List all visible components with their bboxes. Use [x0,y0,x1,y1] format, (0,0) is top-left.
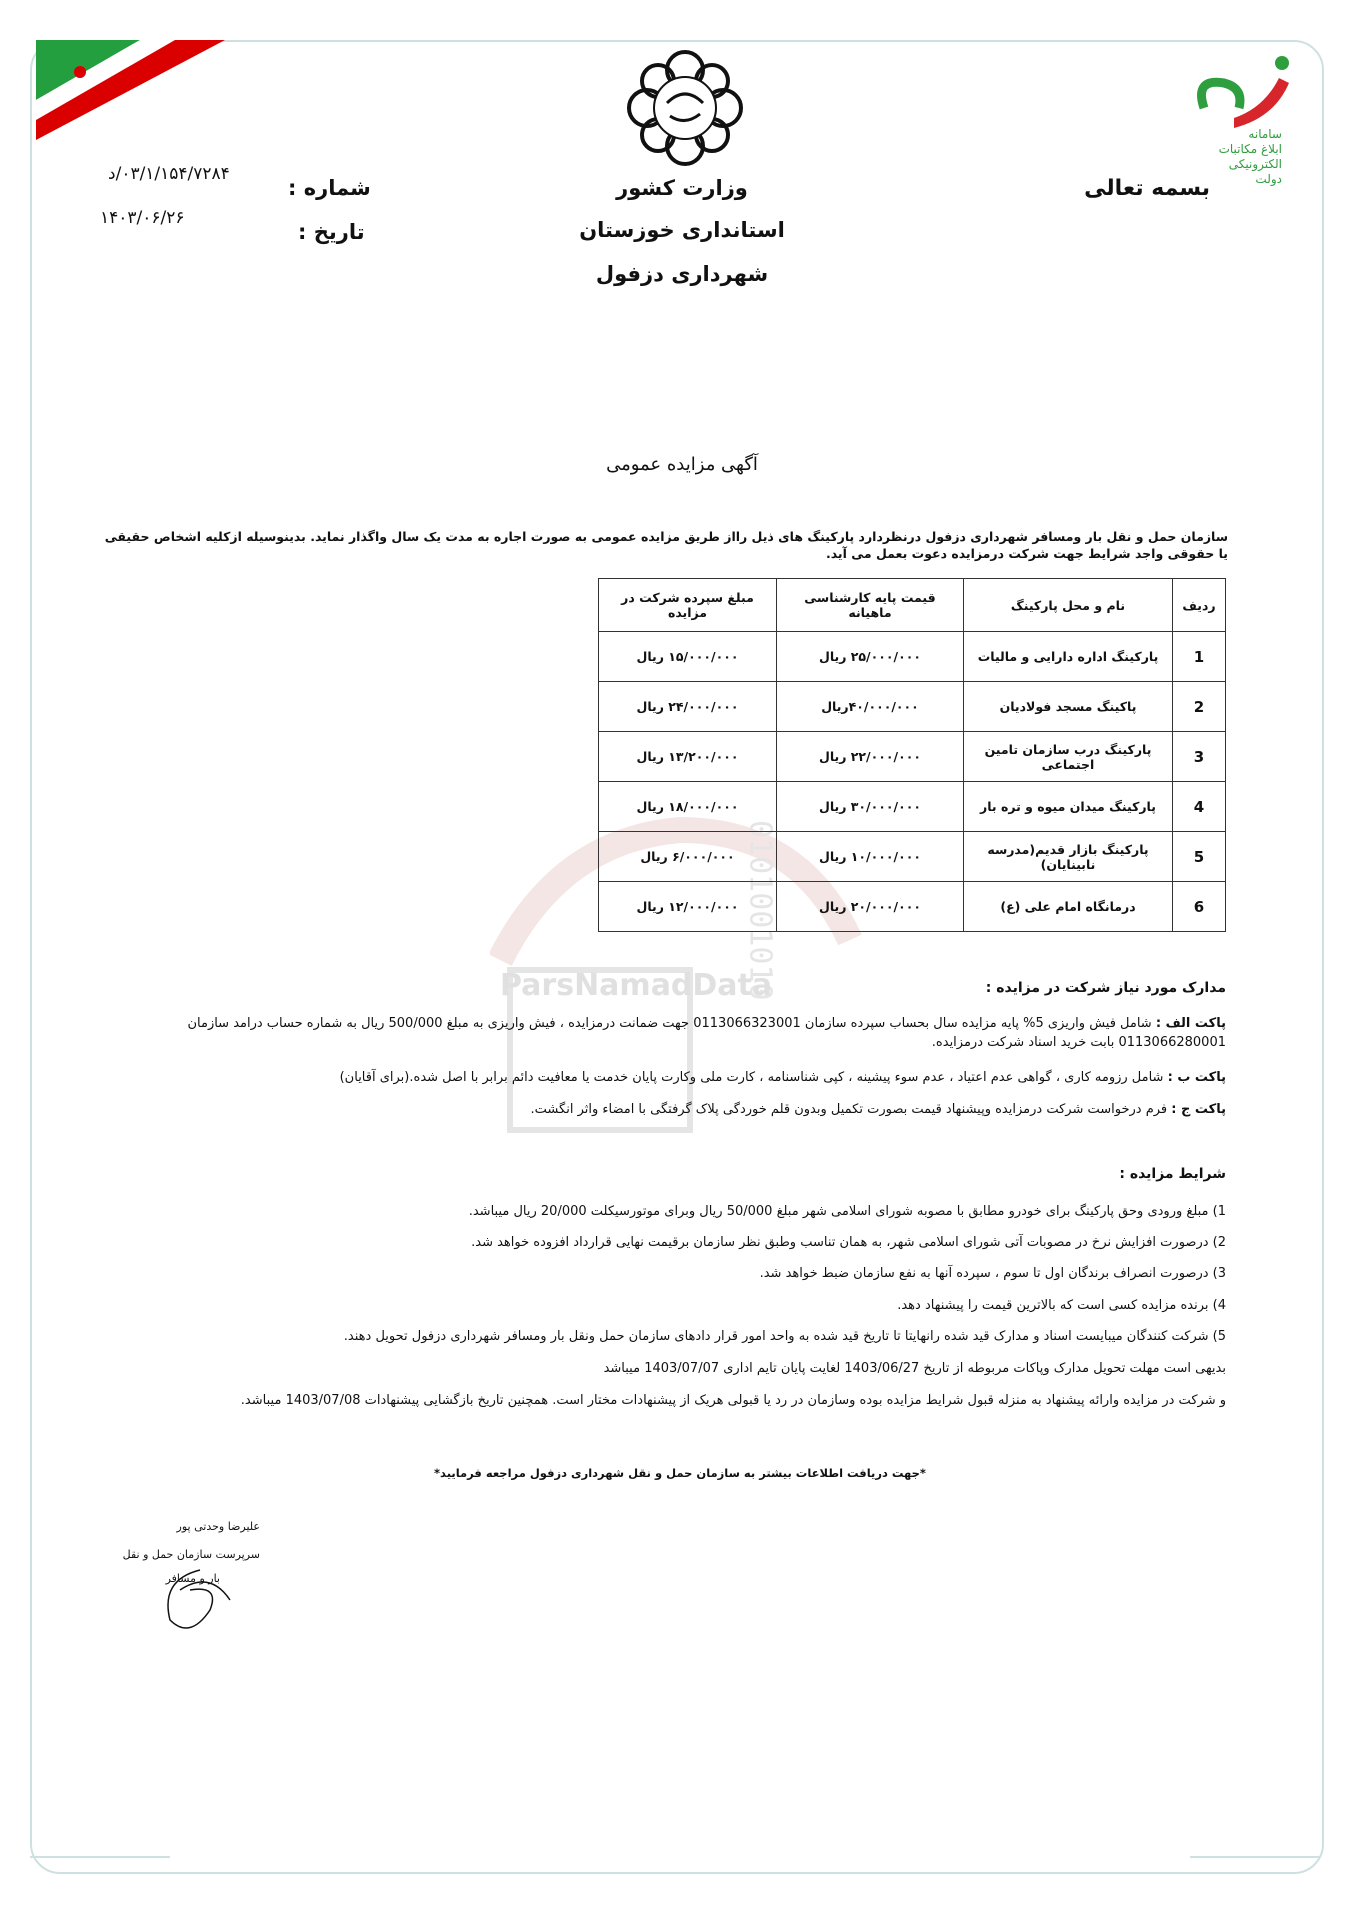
conditions-title: شرایط مزایده : [1119,1166,1226,1182]
col-row-number: ردیف [1173,579,1226,632]
municipality-emblem [622,48,748,168]
org-municipality: شهرداری دزفول [595,262,769,286]
packet-b-label: پاکت ب : [1167,1070,1226,1085]
basmala: بسمه تعالی [1084,176,1210,201]
packet-c-label: پاکت ج : [1171,1102,1226,1117]
packet-a-text: شامل فیش واریزی 5% پایه مزایده سال بحساب سپرده سازمان 0113066323001 جهت ضمانت درمزایده ، فیش واریزی به مبلغ 500/000 ریال به شماره حساب درامد سازمان 0113066280001 بابت خرید اسناد شرکت درمزایده. [187,1016,1226,1050]
packet-a-label: پاکت الف : [1155,1016,1226,1031]
auction-table [598,578,1226,932]
condition-item: و شرکت در مزایده وارائه پیشنهاد به منزله قبول شرایط مزایده بوده وسازمان در رد یا قبولی هریک از پیشنهادات مختار است. همچنین تاریخ بازگشایی پیشنهادات 1403/07/08 میباشد. [240,1393,1226,1408]
table-row [599,882,1226,932]
cell-deposit: ۱۳/۲۰۰/۰۰۰ ریال [599,732,777,782]
cell-deposit: ۶/۰۰۰/۰۰۰ ریال [599,832,777,882]
docs-packet-c [100,1100,1226,1119]
handwritten-signature [120,1510,270,1630]
docs-title: مدارک مورد نیاز شرکت در مزایده : [985,980,1226,996]
bottom-left-mark [30,1856,170,1858]
table-row [599,832,1226,882]
cell-parking-name: پارکینگ درب سازمان تامین اجتماعی [964,732,1173,782]
condition-item: 3) درصورت انصراف برندگان اول تا سوم ، سپرده آنها به نفع سازمان ضبط خواهد شد. [759,1266,1226,1281]
sana-text-4: دولت [1255,172,1282,186]
table-row [599,732,1226,782]
cell-parking-name: پارکینگ اداره دارایی و مالیات [964,632,1173,682]
packet-b-text: شامل رزومه کاری ، گواهی عدم اعتیاد ، عدم سوء پیشینه ، کپی شناسنامه ، کارت ملی وکارت پایان خدمت یا معافیت دائم برابر با اصل شده.(برای آقایان) [339,1070,1164,1085]
cell-parking-name: درمانگاه امام علی (ع) [964,882,1173,932]
cell-base-price: ۱۰/۰۰۰/۰۰۰ ریال [777,832,964,882]
packet-c-text: فرم درخواست شرکت درمزایده وپیشنهاد قیمت بصورت تکمیل وبدون قلم خوردگی پلاک گرفتگی با امضاء واثر انگشت. [530,1102,1168,1117]
col-base-price: قیمت پایه کارشناسی ماهیانه [777,579,964,632]
signatory-role-2: بار و مسافر [165,1572,220,1585]
table-row [599,782,1226,832]
cell-base-price: ۲۰/۰۰۰/۰۰۰ ریال [777,882,964,932]
cell-row-number: 2 [1173,682,1226,732]
iran-flag-ribbon [0,0,230,140]
org-ministry: وزارت کشور [616,176,748,200]
sana-text-2: ابلاغ مکاتبات [1218,142,1282,156]
col-deposit: مبلغ سپرده شرکت در مزایده [599,579,777,632]
number-label: شماره : [288,176,371,200]
cell-row-number: 4 [1173,782,1226,832]
cell-base-price: ۴۰/۰۰۰/۰۰۰ریال [777,682,964,732]
sana-text-3: الکترونیکی [1228,157,1282,171]
signatory-role: سرپرست سازمان حمل و نقل [122,1548,260,1561]
bottom-right-mark [1190,1856,1320,1858]
condition-item: بدیهی است مهلت تحویل مدارک وپاکات مربوطه از تاریخ 1403/06/27 لغایت پایان تایم اداری 1403/07/07 میباشد [603,1361,1226,1376]
cell-deposit: ۱۲/۰۰۰/۰۰۰ ریال [599,882,777,932]
cell-deposit: ۱۵/۰۰۰/۰۰۰ ریال [599,632,777,682]
docs-packet-b [100,1068,1226,1087]
cell-deposit: ۱۸/۰۰۰/۰۰۰ ریال [599,782,777,832]
signatory-name: علیرضا وحدتی پور [176,1520,260,1533]
cell-base-price: ۲۲/۰۰۰/۰۰۰ ریال [777,732,964,782]
page-title: آگهی مزایده عمومی [606,454,758,475]
cell-parking-name: پارکینگ بازار قدیم(مدرسه نابینایان) [964,832,1173,882]
sana-text-1: سامانه [1248,127,1282,141]
table-row [599,632,1226,682]
org-governorate: استانداری خوزستان [579,218,785,242]
cell-base-price: ۳۰/۰۰۰/۰۰۰ ریال [777,782,964,832]
col-parking-name: نام و محل پارکینگ [964,579,1173,632]
watermark-text: ParsNamadData [500,968,773,1003]
cell-parking-name: پارکینگ میدان میوه و تره بار [964,782,1173,832]
cell-row-number: 3 [1173,732,1226,782]
table-header-row [599,579,1226,632]
condition-item: 5) شرکت کنندگان میبایست اسناد و مدارک قید شده رانهایتا تا تاریخ قید شده به واحد امور قرار دادهای سازمان حمل ونقل بار ومسافر شهرداری دزفول تحویل دهند. [343,1329,1226,1344]
intro-paragraph: سازمان حمل و نقل بار ومسافر شهرداری دزفول درنظردارد پارکینگ های ذیل رااز طریق مزایده عمومی به صورت اجاره به مدت یک سال واگذار نماید. بدینوسیله ازکلیه اشخاص حقیقی یا حقوقی واجد شرایط جهت شرکت درمزایده دعوت بعمل می آید. [104,529,1228,561]
cell-row-number: 5 [1173,832,1226,882]
cell-base-price: ۲۵/۰۰۰/۰۰۰ ریال [777,632,964,682]
condition-item: 4) برنده مزایده کسی است که بالاترین قیمت را پیشنهاد دهد. [897,1298,1226,1313]
condition-item: 1) مبلغ ورودی وحق پارکینگ برای خودرو مطابق با مصوبه شورای اسلامی شهر مبلغ 50/000 ریال وبرای موتورسیکلت 20/000 ریال میباشد. [468,1204,1226,1219]
table-row [599,682,1226,732]
docs-packet-a [100,1014,1226,1052]
watermark-digits: 0101001010 [742,820,778,1001]
condition-item: 2) درصورت افزایش نرخ در مصوبات آتی شورای اسلامی شهر، به همان تناسب وطبق نظر سازمان برقیمت نهایی قرارداد افزوده خواهد شد. [471,1235,1226,1250]
footer-note: *جهت دریافت اطلاعات بیشتر به سازمان حمل و نقل شهرداری دزفول مراجعه فرمایید* [434,1466,926,1480]
cell-row-number: 6 [1173,882,1226,932]
cell-parking-name: پاکینگ مسجد فولادیان [964,682,1173,732]
letter-date: ۱۴۰۳/۰۶/۲۶ [100,208,185,228]
cell-deposit: ۲۴/۰۰۰/۰۰۰ ریال [599,682,777,732]
date-label: تاریخ : [298,220,365,244]
letter-number: ۰۳/۱/۱۵۴/۷۲۸۴/د [108,164,230,184]
cell-row-number: 1 [1173,632,1226,682]
